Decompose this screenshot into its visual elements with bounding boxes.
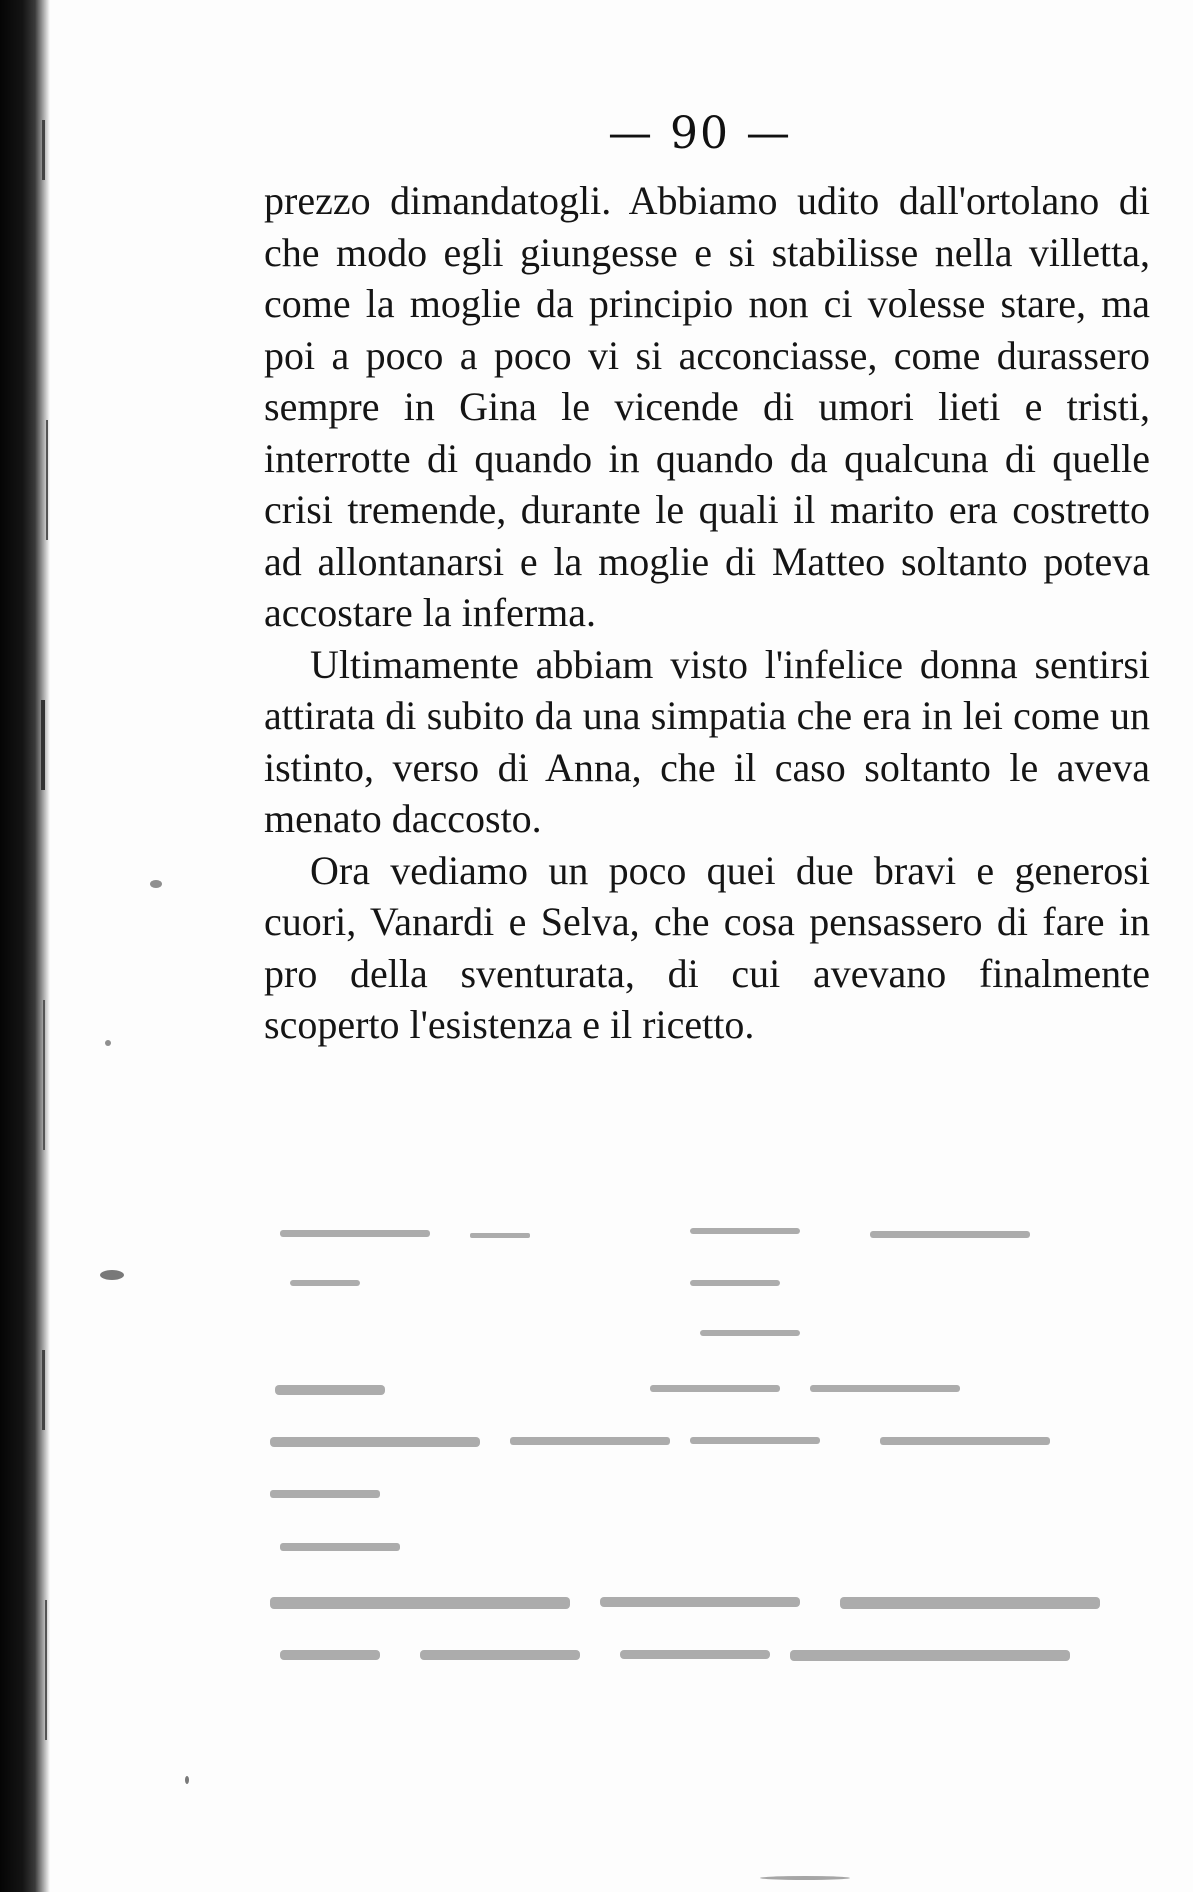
paragraph-2: Ultimamente abbiam visto l'infelice donna sentirsi attirata di subito da una simpatia che era in lei come un istinto, verso di Anna, che il caso soltanto le aveva menato daccosto. — [264, 641, 1150, 841]
page-number: — 90 — — [608, 108, 792, 159]
speck — [100, 1270, 124, 1280]
paragraph-3: Ora vediamo un poco quei due bravi e generosi cuori, Vanardi e Selva, che cosa pensassero di fare in pro della sventurata, di cui avevano finalmente scoperto l'esistenza e il ricetto. — [264, 847, 1150, 1047]
edge-specks — [40, 0, 70, 1892]
paragraph-1: prezzo dimandatogli. Abbiamo udito dall'ortolano di che modo egli giungesse e si stabilisse nella villetta, come la moglie da principio non ci volesse stare, ma poi a poco a poco vi si acconciasse, come durassero sempre in Gina le vicende di umori lieti e tristi, interrotte di quando in quando da qualcuna di quelle crisi tremende, durante le quali il marito era costretto ad allontanarsi e la moglie di Matteo soltanto poteva accostare la inferma. — [264, 178, 1150, 635]
speck — [105, 1040, 111, 1046]
speck — [185, 1776, 189, 1784]
speck — [760, 1876, 850, 1880]
bleed-through-marks — [270, 1225, 1160, 1665]
body-text — [264, 175, 1150, 1051]
speck — [150, 880, 162, 888]
